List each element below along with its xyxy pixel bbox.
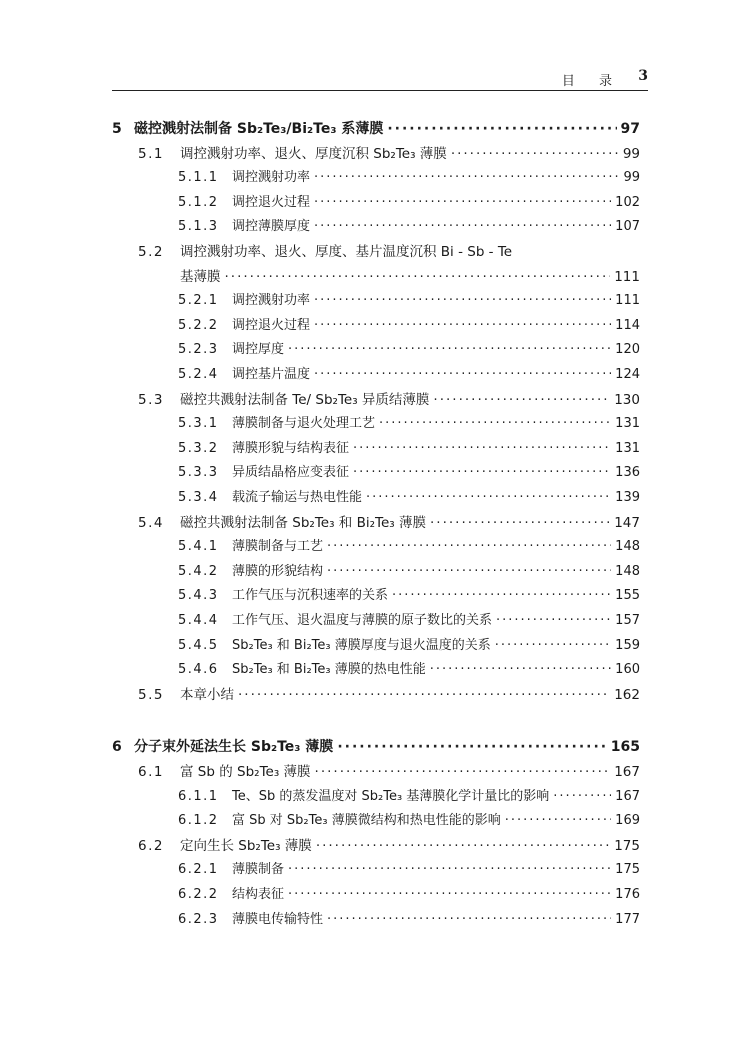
toc-subsection-5-2-1-number: 5.2.1 [178,293,219,309]
dot-leader [337,736,606,758]
dot-leader [238,684,610,706]
toc-section-5-1-title: 调控溅射功率、退火、厚度沉积 Sb₂Te₃ 薄膜 [180,145,447,162]
toc-subsection-5-1-1-number: 5.1.1 [178,170,219,186]
toc-subsection-5-1-2-page: 102 [615,194,640,210]
toc-subsection-5-4-5-page: 159 [615,637,640,653]
dot-leader [288,884,611,906]
toc-section-5-3-page: 130 [614,391,640,408]
toc-subsection-5-1-3[interactable] [178,216,640,238]
toc-subsection-5-1-3-title: 调控薄膜厚度 [232,219,311,235]
toc-subsection-5-2-2[interactable] [178,315,640,337]
toc-section-5-4-title: 磁控共溅射法制备 Sb₂Te₃ 和 Bi₂Te₃ 薄膜 [180,514,426,531]
dot-leader [495,635,611,657]
toc-subsection-5-4-1[interactable] [178,536,640,558]
toc-subsection-5-2-2-title: 调控退火过程 [232,317,311,333]
toc-subsection-6-2-1-page: 175 [615,862,640,878]
toc-subsection-5-3-4[interactable] [178,487,640,509]
dot-leader [315,761,611,783]
dot-leader [314,364,611,386]
toc-section-5-2-title-continued: 基薄膜 [180,268,221,285]
toc-subsection-5-4-6-page: 160 [615,662,640,678]
toc-section-5-5-page: 162 [614,686,640,703]
toc-section-5-4-page: 147 [614,514,640,531]
toc-section-5-4-number: 5.4 [138,514,164,531]
toc-subsection-6-1-1-title: Te、Sb 的蒸发温度对 Sb₂Te₃ 基薄膜化学计量比的影响 [232,788,550,804]
dot-leader [430,512,610,534]
toc-section-5-1-number: 5.1 [138,145,164,162]
toc-section-5-5-title: 本章小结 [180,686,234,703]
toc-subsection-5-2-1[interactable] [178,290,640,312]
toc-subsection-5-3-2[interactable] [178,438,640,460]
toc-subsection-5-4-3-title: 工作气压与沉积速率的关系 [232,588,389,604]
toc-subsection-5-4-3-page: 155 [615,588,640,604]
toc-subsection-6-2-3[interactable] [178,909,640,931]
toc-subsection-6-2-2-title: 结构表征 [232,887,285,902]
dot-leader [327,561,611,583]
toc-subsection-5-1-2-number: 5.1.2 [178,194,219,210]
toc-subsection-5-1-1-title: 调控溅射功率 [232,170,311,186]
toc-subsection-5-2-3-title: 调控厚度 [232,342,285,358]
toc-subsection-5-1-1[interactable] [178,167,640,189]
toc-subsection-6-2-3-number: 6.2.3 [178,911,219,927]
toc-section-5-2-number: 5.2 [138,244,164,260]
toc-subsection-6-1-2[interactable] [178,810,640,832]
toc-subsection-5-4-1-page: 148 [615,539,640,555]
toc-subsection-6-2-3-title: 薄膜电传输特性 [232,911,324,927]
toc-subsection-5-3-1-number: 5.3.1 [178,416,219,432]
toc-subsection-6-1-2-title: 富 Sb 对 Sb₂Te₃ 薄膜微结构和热电性能的影响 [232,813,501,829]
dot-leader [225,266,611,288]
toc-subsection-5-3-1[interactable] [178,413,640,435]
dot-leader [353,462,611,484]
toc-subsection-5-2-2-number: 5.2.2 [178,317,219,333]
toc-subsection-6-1-2-number: 6.1.2 [178,813,219,829]
toc-section-5-5[interactable] [138,684,640,706]
header-page-number: 3 [638,68,648,84]
toc-subsection-5-3-2-page: 131 [615,440,640,456]
toc-subsection-5-4-2-number: 5.4.2 [178,563,219,579]
toc-subsection-5-2-4-number: 5.2.4 [178,367,219,382]
toc-subsection-6-1-1-page: 167 [615,788,640,804]
dot-leader [366,487,611,509]
toc-subsection-5-4-3-number: 5.4.3 [178,588,219,604]
toc-section-5-3-title: 磁控共溅射法制备 Te/ Sb₂Te₃ 异质结薄膜 [180,391,430,408]
dot-leader [288,859,611,881]
toc-section-5-4[interactable] [138,512,640,534]
toc-subsection-5-2-1-title: 调控溅射功率 [232,293,311,309]
toc-subsection-5-3-4-number: 5.3.4 [178,490,219,505]
toc-section-5-2-title: 调控溅射功率、退火、厚度、基片温度沉积 Bi - Sb - Te [180,244,513,260]
toc-section-5-3[interactable] [138,389,640,411]
toc-chapter-5[interactable] [112,118,640,140]
toc-subsection-5-4-4-title: 工作气压、退火温度与薄膜的原子数比的关系 [232,613,493,628]
toc-section-6-1-title: 富 Sb 的 Sb₂Te₃ 薄膜 [180,764,311,780]
toc-section-6-1-number: 6.1 [138,764,164,780]
dot-leader [505,810,611,832]
toc-chapter-5-page: 97 [620,121,640,137]
toc-subsection-5-4-2-page: 148 [615,563,640,579]
dot-leader [433,389,610,411]
toc-subsection-5-3-1-title: 薄膜制备与退火处理工艺 [232,416,376,432]
toc-subsection-5-1-3-number: 5.1.3 [178,219,219,235]
toc-subsection-6-2-2[interactable] [178,884,640,906]
toc-subsection-5-3-1-page: 131 [615,416,640,432]
toc-subsection-5-3-2-title: 薄膜形貌与结构表征 [232,440,350,456]
toc-subsection-5-4-5[interactable] [178,635,640,657]
dot-leader [327,536,611,558]
toc-subsection-5-4-1-title: 薄膜制备与工艺 [232,539,324,555]
dot-leader [387,118,616,140]
dot-leader [496,610,611,632]
toc-chapter-6-number: 6 [112,739,124,756]
toc-subsection-5-3-4-title: 载流子输运与热电性能 [232,490,363,505]
toc-section-5-5-number: 5.5 [138,686,164,703]
toc-section-5-2[interactable] [138,241,512,263]
toc-subsection-6-2-1[interactable] [178,859,640,881]
toc-section-5-3-number: 5.3 [138,391,164,408]
toc-subsection-5-4-6-number: 5.4.6 [178,662,219,678]
toc-section-5-1-page: 99 [622,145,640,162]
toc-subsection-5-2-3[interactable] [178,339,640,361]
toc-subsection-5-2-4[interactable] [178,364,640,386]
toc-subsection-5-4-3[interactable] [178,585,640,607]
toc-section-5-2-page: 111 [614,268,640,285]
toc-subsection-5-1-2-title: 调控退火过程 [232,194,311,210]
toc-subsection-5-2-2-page: 114 [615,317,640,333]
toc-subsection-6-2-2-number: 6.2.2 [178,887,219,902]
header-label: 目 录 [561,74,622,89]
dot-leader [379,413,611,435]
toc-subsection-5-2-3-page: 120 [615,342,640,358]
toc-subsection-5-4-5-number: 5.4.5 [178,637,219,653]
toc-subsection-5-1-2[interactable] [178,192,640,214]
toc-subsection-5-2-3-number: 5.2.3 [178,342,219,358]
toc-chapter-5-number: 5 [112,121,124,137]
toc-subsection-5-4-1-number: 5.4.1 [178,539,219,555]
toc-section-6-1-page: 167 [614,764,640,780]
toc-subsection-6-2-1-number: 6.2.1 [178,862,219,878]
dot-leader [353,438,611,460]
dot-leader [288,339,611,361]
dot-leader [327,909,611,931]
toc-section-6-2-title: 定向生长 Sb₂Te₃ 薄膜 [180,837,312,854]
toc-subsection-5-4-2[interactable] [178,561,640,583]
toc-subsection-5-2-4-page: 124 [615,367,640,382]
toc-chapter-6[interactable] [112,736,640,758]
toc-subsection-5-3-3-page: 136 [615,465,640,481]
dot-leader [316,835,610,857]
toc-chapter-5-title: 磁控溅射法制备 Sb₂Te₃/Bi₂Te₃ 系薄膜 [134,121,384,137]
dot-leader [553,786,611,808]
toc-section-6-2[interactable] [138,835,640,857]
toc-subsection-5-4-5-title: Sb₂Te₃ 和 Bi₂Te₃ 薄膜厚度与退火温度的关系 [232,637,491,653]
toc-subsection-5-2-1-page: 111 [615,293,640,309]
toc-subsection-6-1-2-page: 169 [615,813,640,829]
toc-subsection-5-1-1-page: 99 [623,170,640,186]
dot-leader [451,143,619,165]
toc-section-6-2-number: 6.2 [138,837,164,854]
toc-subsection-5-2-4-title: 调控基片温度 [232,367,311,382]
toc-subsection-5-4-4-page: 157 [615,613,640,628]
toc-subsection-6-1-1-number: 6.1.1 [178,788,219,804]
dot-leader [314,216,611,238]
dot-leader [430,659,611,681]
toc-subsection-6-2-2-page: 176 [615,887,640,902]
toc-section-6-2-page: 175 [614,837,640,854]
dot-leader [314,167,619,189]
toc-subsection-5-3-3-number: 5.3.3 [178,465,219,481]
dot-leader [392,585,611,607]
toc-section-6-1[interactable] [138,761,640,783]
toc-section-5-2-continuation[interactable] [180,266,640,288]
toc-subsection-5-3-4-page: 139 [615,490,640,505]
dot-leader [314,290,611,312]
toc-subsection-6-2-3-page: 177 [615,911,640,927]
toc-chapter-6-title: 分子束外延法生长 Sb₂Te₃ 薄膜 [134,739,334,756]
toc-subsection-5-4-4-number: 5.4.4 [178,613,219,628]
dot-leader [314,192,611,214]
toc-subsection-5-3-2-number: 5.3.2 [178,440,219,456]
toc-subsection-6-2-1-title: 薄膜制备 [232,862,285,878]
toc-subsection-5-4-6-title: Sb₂Te₃ 和 Bi₂Te₃ 薄膜的热电性能 [232,662,426,678]
toc-subsection-6-1-1[interactable] [178,786,640,808]
toc-subsection-5-3-3[interactable] [178,462,640,484]
toc-chapter-6-page: 165 [610,739,640,756]
toc-section-5-1[interactable] [138,143,640,165]
toc-subsection-5-3-3-title: 异质结晶格应变表征 [232,465,350,481]
toc-subsection-5-1-3-page: 107 [615,219,640,235]
toc-subsection-5-4-4[interactable] [178,610,640,632]
dot-leader [314,315,611,337]
toc-subsection-5-4-2-title: 薄膜的形貌结构 [232,563,324,579]
toc-subsection-5-4-6[interactable] [178,659,640,681]
